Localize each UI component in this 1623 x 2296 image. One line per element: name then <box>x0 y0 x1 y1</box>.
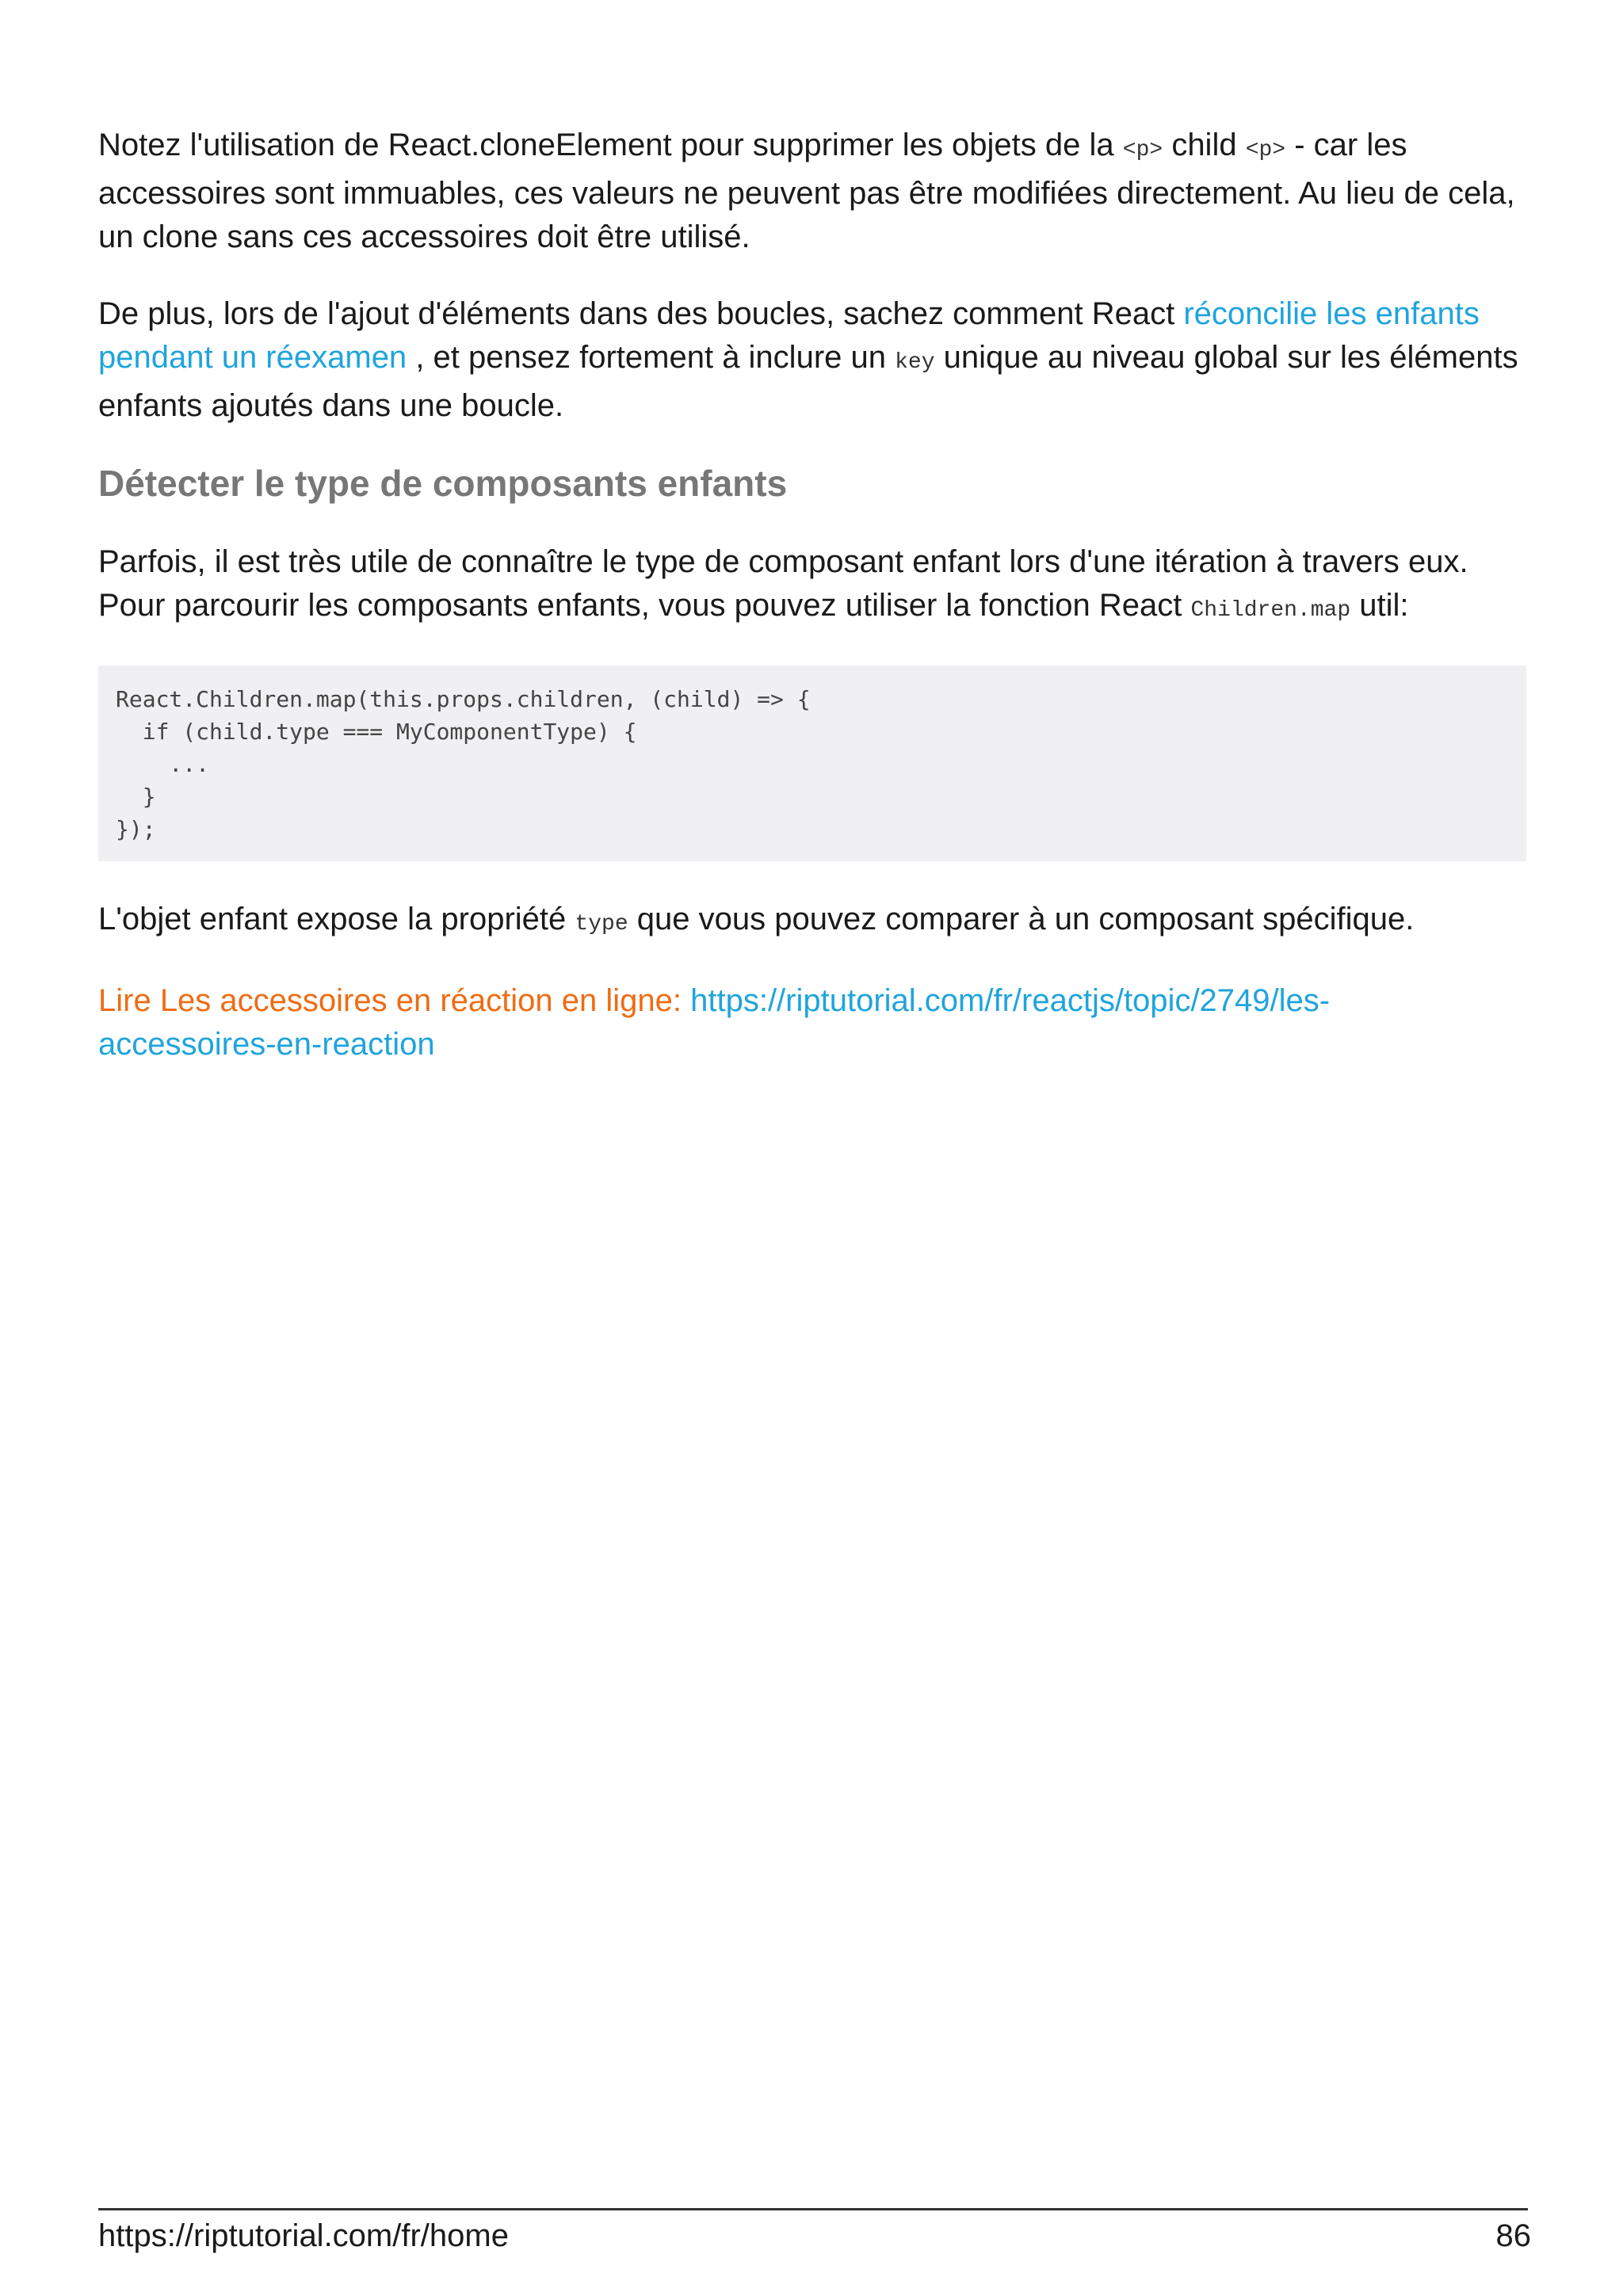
text: Parfois, il est très utile de connaître le type de composant enfant lors d'une itération à travers eux. Pour parcourir les composants enfants, vous pouvez utiliser la fonction React <box>98 544 1468 623</box>
text: unique au niveau global sur les éléments enfants ajoutés dans une boucle. <box>98 340 1518 423</box>
topic-link-part: accessoires-en-reaction <box>98 1027 435 1062</box>
paragraph-clone-element <box>98 124 1526 259</box>
inline-code-p: <p> <box>1245 138 1286 162</box>
page-content <box>98 124 1526 1100</box>
text: child <box>1171 128 1237 162</box>
text: De plus, lors de l'ajout d'éléments dans des boucles, sachez comment React <box>98 296 1175 331</box>
read-online-label: Lire Les accessoires en réaction en ligne: <box>98 983 682 1018</box>
code-block: React.Children.map(this.props.children, (child) => { if (child.type === MyComponentType) { ... } }); <box>98 666 1526 861</box>
page-number: 86 <box>1495 2218 1531 2253</box>
text: util: <box>1359 588 1409 623</box>
text: - car les accessoires sont immuables, ces valeurs ne peuvent pas être modifiées directement. Au lieu de cela, un clone sans ces accessoires doit être utilisé. <box>98 128 1515 254</box>
inline-code-key: key <box>895 350 935 375</box>
text: Notez l'utilisation de React.cloneElement pour supprimer les objets de la <box>98 128 1114 162</box>
inline-code-children-map: Children.map <box>1190 598 1351 623</box>
paragraph-children-map <box>98 540 1526 632</box>
text: que vous pouvez comparer à un composant spécifique. <box>636 902 1415 936</box>
text: , et pensez fortement à inclure un <box>415 340 886 375</box>
inline-code-type: type <box>575 912 628 936</box>
section-heading: Détecter le type de composants enfants <box>98 463 788 504</box>
read-online <box>98 979 1526 1066</box>
paragraph-reconcile <box>98 292 1526 428</box>
text: L'objet enfant expose la propriété <box>98 902 567 936</box>
reconcile-link[interactable]: réconcilie les enfants pendant un réexamen <box>98 296 1480 375</box>
paragraph-type-property <box>98 898 1526 946</box>
inline-code-p: <p> <box>1122 138 1163 162</box>
topic-link-part: https://riptutorial.com/fr/reactjs/topic/2749/les- <box>690 983 1331 1018</box>
footer-divider <box>98 2208 1528 2210</box>
footer-url: https://riptutorial.com/fr/home <box>98 2218 509 2253</box>
